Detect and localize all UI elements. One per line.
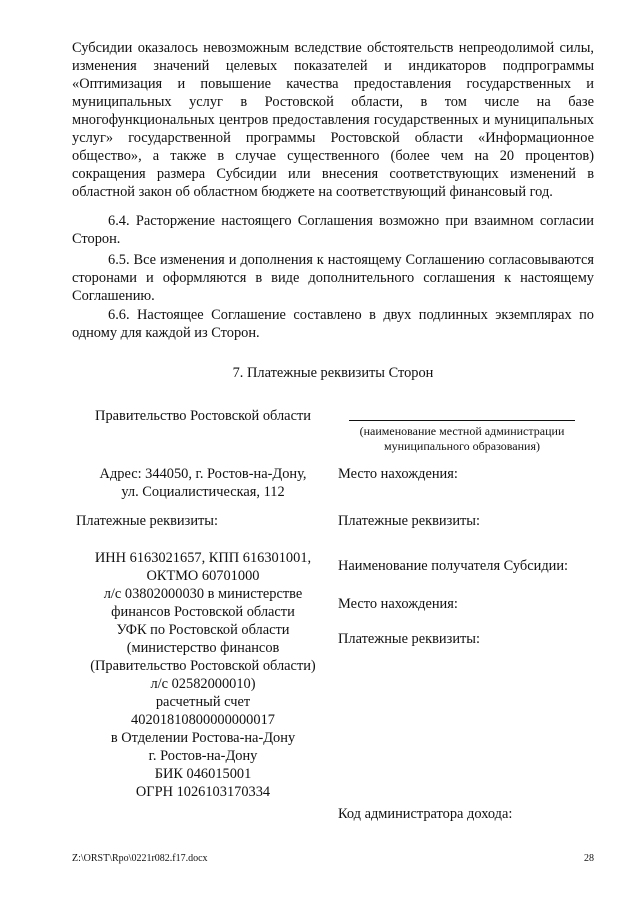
requisite-line: ОГРН 1026103170334 bbox=[135, 784, 271, 800]
address-line: Адрес: 344050, г. Ростов-на-Дону, bbox=[99, 466, 307, 482]
requisite-line: ИНН 6163021657, КПП 616301001, bbox=[94, 550, 312, 566]
requisite-line: ОКТМО 60701000 bbox=[146, 568, 260, 584]
party-right-payment-label: Платежные реквизиты: bbox=[338, 513, 480, 529]
address-line: ул. Социалистическая, 112 bbox=[121, 484, 285, 500]
section-7-heading: 7. Платежные реквизиты Сторон bbox=[232, 365, 434, 381]
party-left-requisites bbox=[72, 549, 334, 801]
requisite-line: л/с 02582000010) bbox=[150, 676, 256, 692]
party-right-recipient-label: Наименование получателя Субсидии: bbox=[338, 558, 569, 574]
footer-page-number: 28 bbox=[584, 853, 594, 864]
requisite-line: финансов Ростовской области bbox=[111, 604, 295, 620]
party-right-location-label-2: Место нахождения: bbox=[338, 596, 458, 612]
caption-line: муниципального образования) bbox=[384, 439, 540, 453]
party-right-location-label: Место нахождения: bbox=[338, 466, 458, 482]
signature-blank-line bbox=[349, 420, 575, 421]
requisite-line: УФК по Ростовской области bbox=[116, 622, 290, 638]
paragraph-6-6: 6.6. Настоящее Соглашение составлено в двух подлинных экземплярах по одному для каждой из Сторон. bbox=[72, 307, 594, 341]
party-right-payment-label-2: Платежные реквизиты: bbox=[338, 631, 480, 647]
paragraph-6-3-continuation: Субсидии оказалось невозможным вследствие обстоятельств непреодолимой силы, изменения значений целевых показателей и индикаторов подпрограммы «Оптимизация и повышение качества предоставления государственных и муниципальных услуг в Ростовской области, в том числе на базе многофункциональных центров предоставления государственных и муниципальных услуг» государственной программы Ростовской области «Информационное общество», а также в случае существенного (более чем на 20 процентов) сокращения размера Субсидии или внесения соответствующих изменений в областной закон об областном бюджете на соответствующий финансовый год. bbox=[72, 40, 594, 200]
caption-line: (наименование местной администрации bbox=[359, 424, 565, 438]
party-left-address bbox=[72, 465, 334, 501]
requisite-line: расчетный счет bbox=[155, 694, 251, 710]
requisite-line: (Правительство Ростовской области) bbox=[90, 658, 316, 674]
party-right-admin-code-label: Код администратора дохода: bbox=[338, 806, 513, 822]
requisite-line: г. Ростов-на-Дону bbox=[148, 748, 258, 764]
paragraph-6-5: 6.5. Все изменения и дополнения к настоящему Соглашению согласовываются сторонами и оформляются в виде дополнительного соглашения к настоящему Соглашению. bbox=[72, 252, 594, 304]
requisite-line: л/с 03802000030 в министерстве bbox=[103, 586, 303, 602]
footer-file-path: Z:\ORST\Rpo\0221r082.f17.docx bbox=[72, 853, 208, 864]
requisite-line: 40201810800000000017 bbox=[131, 712, 275, 728]
requisite-line: в Отделении Ростова-на-Дону bbox=[110, 730, 296, 746]
paragraph-6-4: 6.4. Расторжение настоящего Соглашения возможно при взаимном согласии Сторон. bbox=[72, 213, 594, 247]
party-left-name: Правительство Ростовской области bbox=[95, 408, 311, 424]
party-left-payment-label: Платежные реквизиты: bbox=[76, 513, 218, 529]
requisite-line: БИК 046015001 bbox=[154, 766, 252, 782]
requisite-line: (министерство финансов bbox=[126, 640, 280, 656]
party-right-caption bbox=[340, 424, 584, 454]
